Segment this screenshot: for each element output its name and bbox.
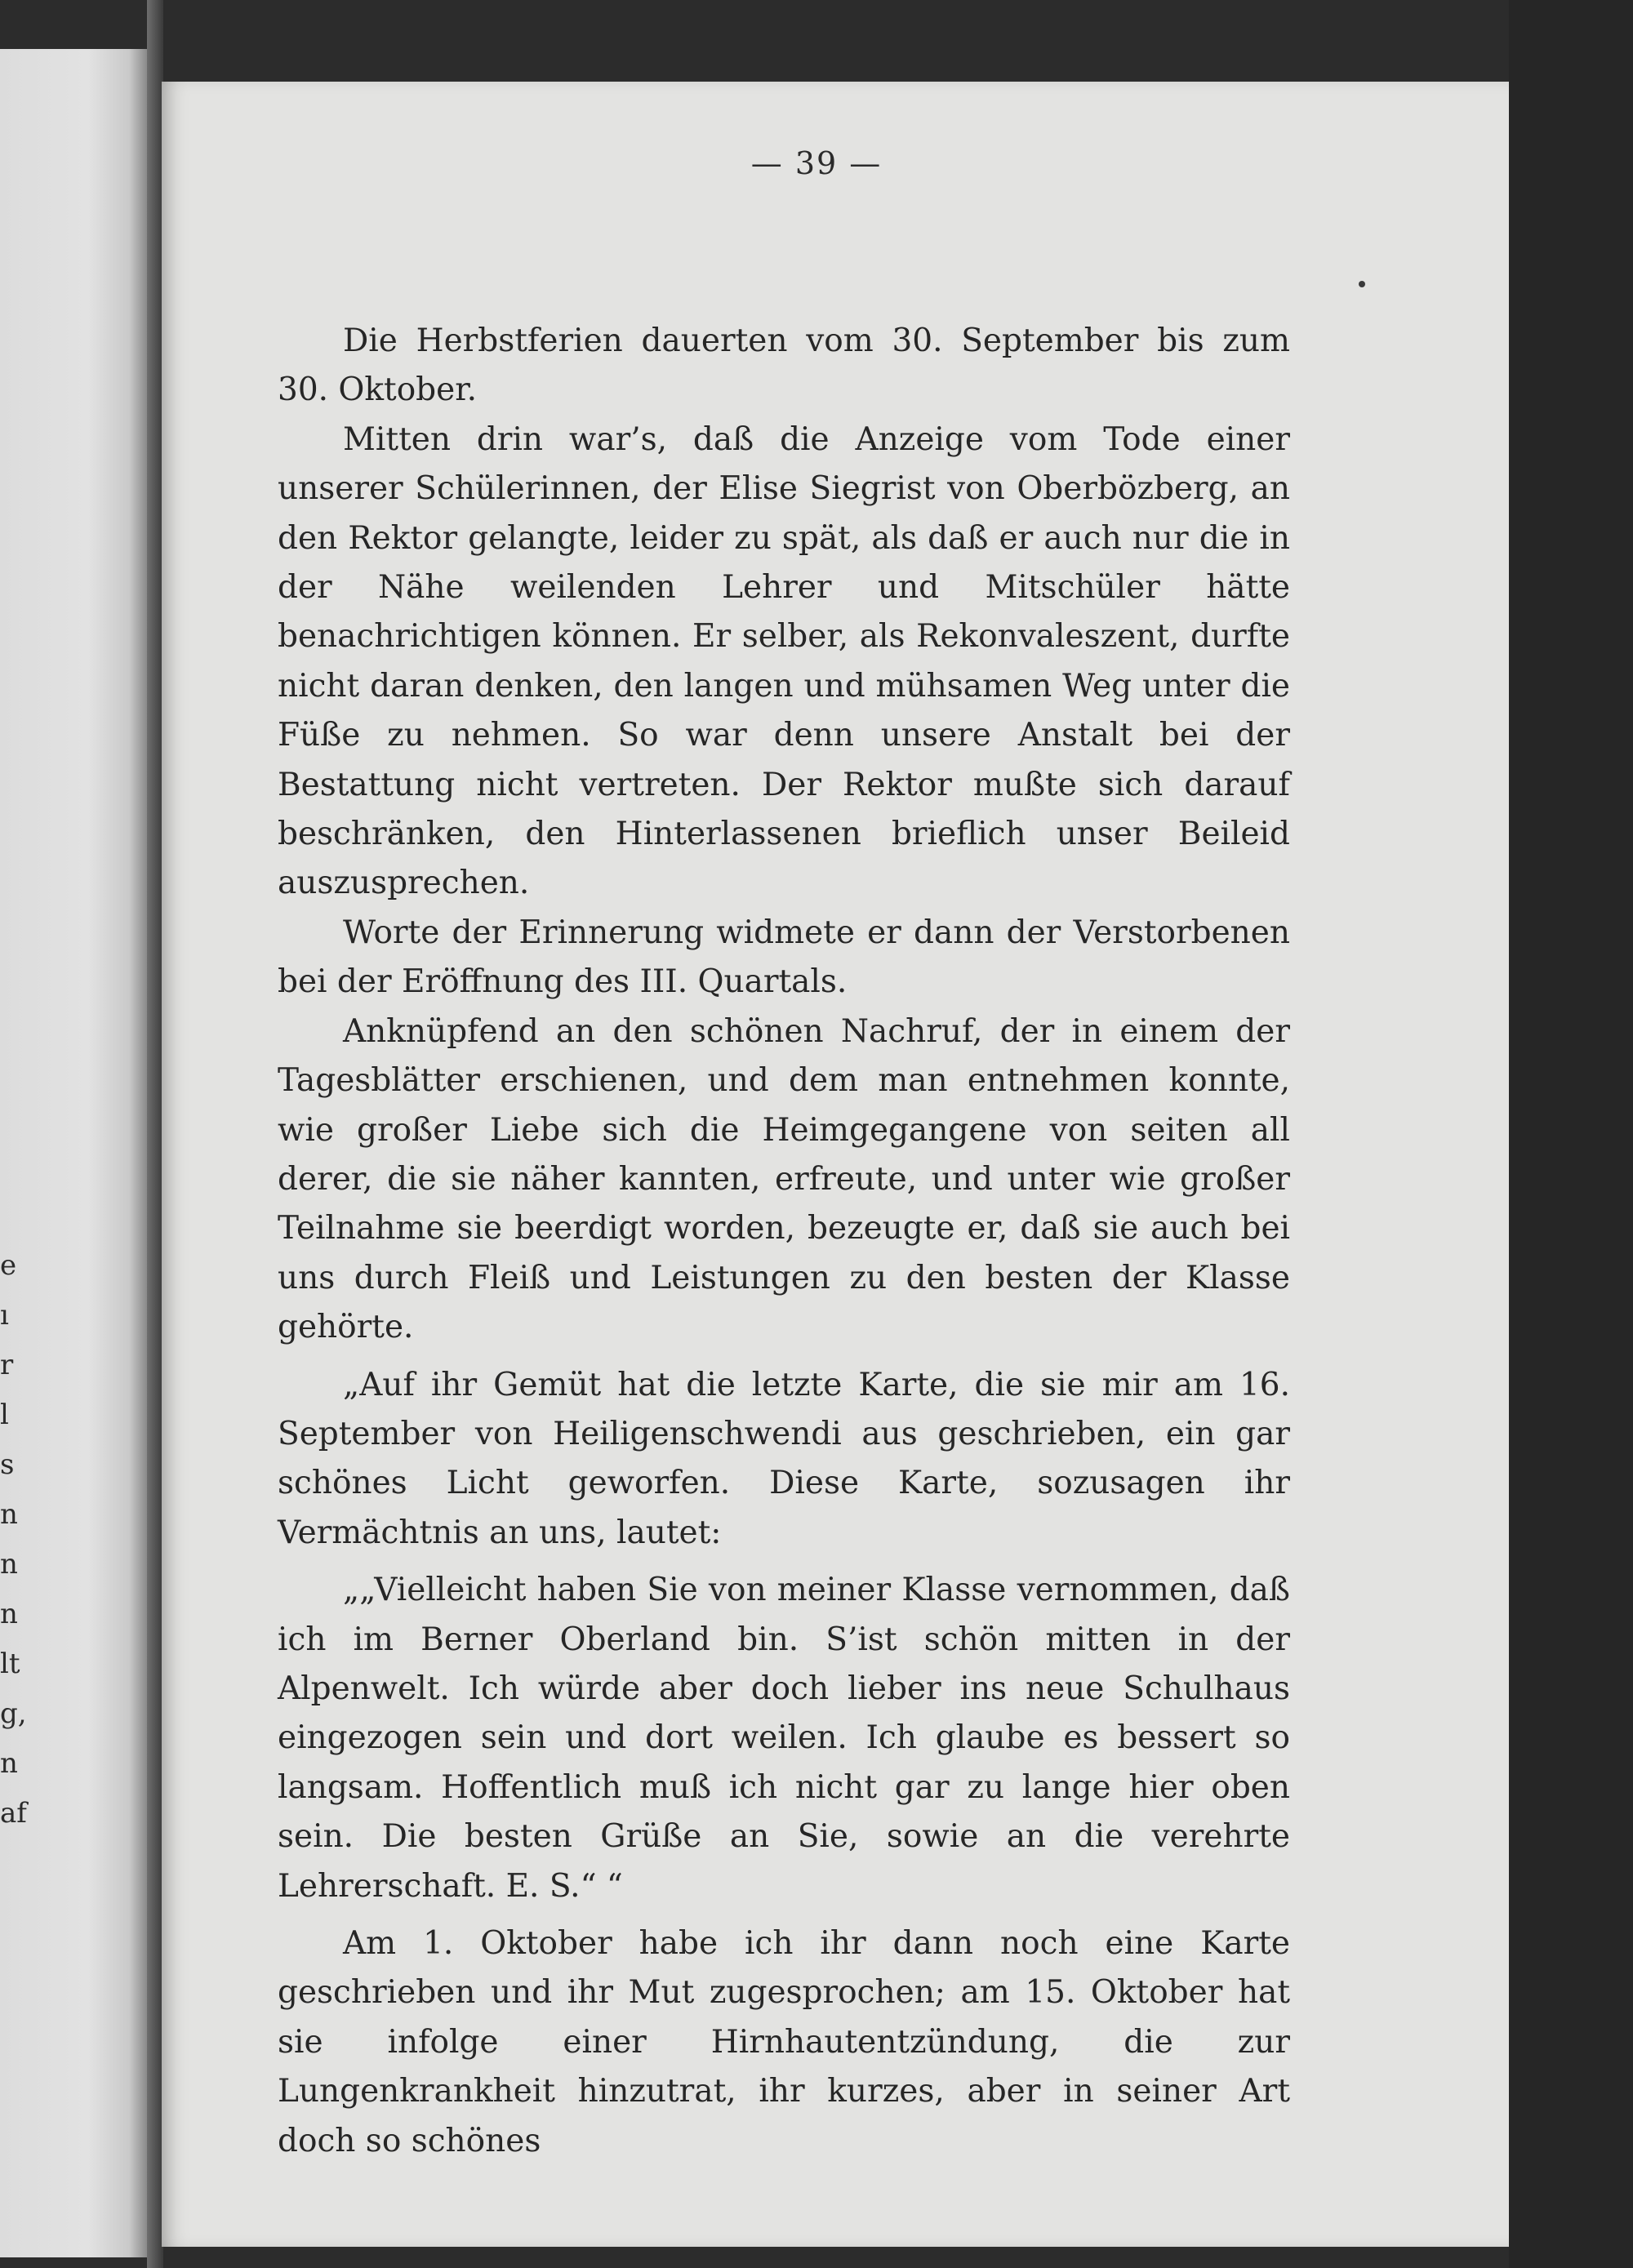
- fragment: n: [0, 1598, 18, 1630]
- fragment: n: [0, 1548, 18, 1581]
- scan-background: [1509, 0, 1633, 2268]
- fragment: lt: [0, 1648, 20, 1680]
- fragment: ı: [0, 1299, 9, 1332]
- fragment: af: [0, 1797, 27, 1830]
- paragraph: Die Herbstferien dauerten vom 30. September bis zum 30. Oktober.: [278, 322, 1290, 409]
- fragment: n: [0, 1747, 18, 1780]
- fragment: e: [0, 1249, 17, 1282]
- paragraph: Am 1. Oktober habe ich ihr dann noch eine Karte geschrieben und ihr Mut zugesprochen; am 15. Oktober hat sie infolge einer Hirnhautentzündung, die zur Lungenkrankheit hinzutrat, ihr kurzes, aber in seiner Art doch so schönes: [278, 1925, 1290, 2159]
- paragraph: „Auf ihr Gemüt hat die letzte Karte, die sie mir am 16. September von Heiligenschwendi aus geschrieben, ein gar schönes Licht geworfen. Diese Karte, sozusagen ihr Vermächtnis an uns, lautet:: [278, 1366, 1290, 1551]
- paragraph: Anknüpfend an den schönen Nachruf, der in einem der Tagesblätter erschienen, und dem man entnehmen konnte, wie großer Liebe sich die Heimgegangene von seiten all derer, die sie näher kannten, erfreute, und unter wie großer Teilnahme sie beerdigt worden, bezeugte er, daß sie auch bei uns durch Fleiß und Leistungen zu den besten der Klasse gehörte.: [278, 1012, 1290, 1346]
- paragraph: Worte der Erinnerung widmete er dann der Verstorbenen bei der Eröffnung des III. Quartals.: [278, 914, 1290, 1001]
- body-text: [278, 317, 1290, 2166]
- book-gutter: [147, 0, 163, 2268]
- fragment: g,: [0, 1697, 27, 1730]
- left-page-edge: [0, 49, 147, 2257]
- paragraph: Mitten drin war’s, daß die Anzeige vom Tode einer unserer Schülerinnen, der Elise Siegrist von Oberbözberg, an den Rektor gelangte, leider zu spät, als daß er auch nur die in der Nähe weilenden Lehrer und Mitschüler hätte benachrichtigen können. Er selber, als Rekonvaleszent, durfte nicht daran denken, den langen und mühsamen Weg unter die Füße zu nehmen. So war denn unsere Anstalt bei der Bestattung nicht vertreten. Der Rektor mußte sich darauf beschränken, den Hinterlassenen brieflich unser Beileid auszusprechen.: [278, 420, 1290, 902]
- fragment: l: [0, 1399, 9, 1431]
- ink-speck: [1359, 281, 1365, 287]
- left-page-text-fragments: [0, 1241, 27, 1839]
- paragraph: „„Vielleicht haben Sie von meiner Klasse vernommen, daß ich im Berner Oberland bin. S’ist schön mitten in der Alpenwelt. Ich würde aber doch lieber ins neue Schulhaus eingezogen sein und dort weilen. Ich glaube es bessert so langsam. Hoffentlich muß ich nicht gar zu lange hier oben sein. Die besten Grüße an Sie, sowie an die verehrte Lehrerschaft. E. S.“ “: [278, 1572, 1290, 1905]
- fragment: r: [0, 1349, 14, 1381]
- page-number: — 39 —: [750, 145, 883, 181]
- fragment: s: [0, 1448, 15, 1481]
- fragment: n: [0, 1498, 18, 1531]
